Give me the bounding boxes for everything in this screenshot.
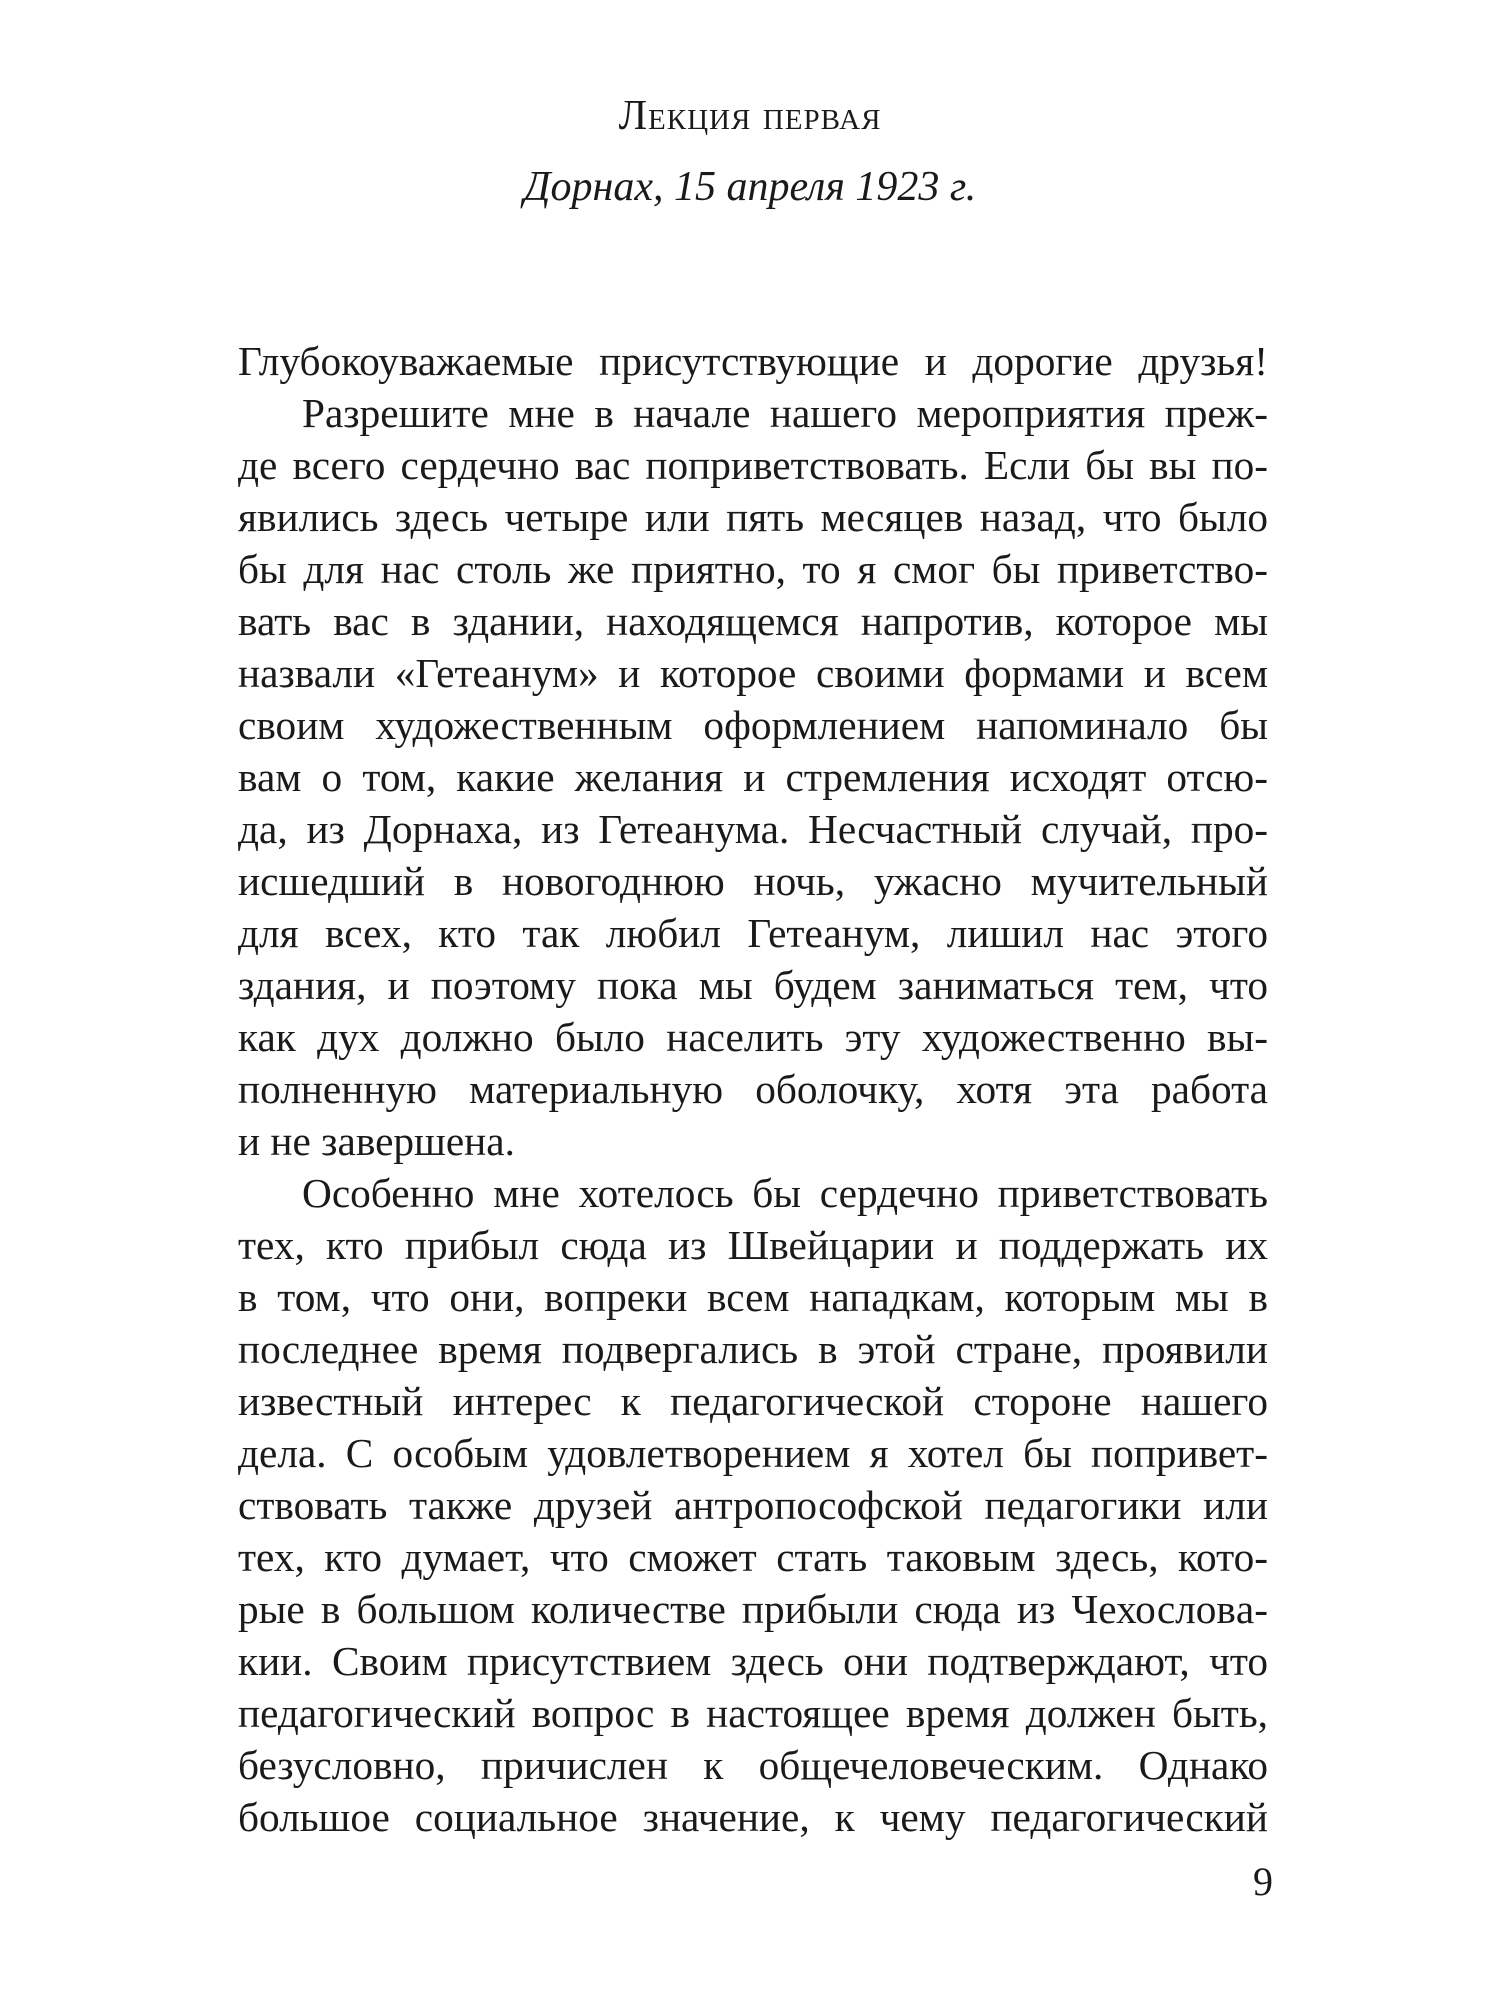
text-line: бы для нас столь же приятно, то я смог бы приветство- <box>238 546 1268 592</box>
text-line: исшедший в новогоднюю ночь, ужасно мучительный <box>238 858 1268 904</box>
text-line: тех, кто думает, что сможет стать таковым здесь, кото- <box>238 1534 1268 1580</box>
lecture-title: Лекция первая <box>618 93 882 139</box>
text-line: тех, кто прибыл сюда из Швейцарии и поддержать их <box>238 1222 1268 1268</box>
text-line: полненную материальную оболочку, хотя эта работа <box>238 1066 1268 1112</box>
text-line: для всех, кто так любил Гетеанум, лишил нас этого <box>238 910 1268 956</box>
text-line: последнее время подвергались в этой стране, проявили <box>238 1326 1268 1372</box>
text-line: и не завершена. <box>238 1118 515 1164</box>
page-number: 9 <box>1253 1859 1273 1904</box>
text-line: Глубокоуважаемые присутствующие и дорогие друзья! <box>238 338 1268 384</box>
text-line: известный интерес к педагогической стороне нашего <box>238 1378 1268 1424</box>
text-line: здания, и поэтому пока мы будем заниматься тем, что <box>238 962 1268 1008</box>
text-line: кии. Своим присутствием здесь они подтверждают, что <box>238 1638 1268 1684</box>
text-line: рые в большом количестве прибыли сюда из Чехословa- <box>238 1586 1268 1632</box>
text-line: большое социальное значение, к чему педагогический <box>238 1794 1268 1840</box>
text-line: вать вас в здании, находящемся напротив, которое мы <box>238 598 1268 644</box>
text-line: явились здесь четыре или пять месяцев назад, что было <box>238 494 1268 540</box>
text-line: вам о том, какие желания и стремления исходят отсю- <box>238 754 1268 800</box>
text-line: Разрешите мне в начале нашего мероприятия преж- <box>302 390 1268 436</box>
text-line: безусловно, причислен к общечеловеческим. Однако <box>238 1742 1268 1788</box>
text-line: дела. С особым удовлетворением я хотел бы попривет- <box>238 1430 1268 1476</box>
text-line: как дух должно было населить эту художественно вы- <box>238 1014 1268 1060</box>
lecture-body <box>238 335 1268 1843</box>
lecture-place-date: Дорнах, 15 апреля 1923 г. <box>523 164 977 210</box>
text-line: де всего сердечно вас поприветствовать. Если бы вы по- <box>238 442 1268 488</box>
text-line: педагогический вопрос в настоящее время должен быть, <box>238 1690 1268 1736</box>
text-line: да, из Дорнаха, из Гетеанума. Несчастный случай, про- <box>238 806 1268 852</box>
text-line: ствовать также друзей антропософской педагогики или <box>238 1482 1268 1528</box>
text-line: в том, что они, вопреки всем нападкам, которым мы в <box>238 1274 1268 1320</box>
text-line: Особенно мне хотелось бы сердечно приветствовать <box>302 1170 1268 1216</box>
text-line: назвали «Гетеанум» и которое своими формами и всем <box>238 650 1268 696</box>
text-line: своим художественным оформлением напоминало бы <box>238 702 1268 748</box>
